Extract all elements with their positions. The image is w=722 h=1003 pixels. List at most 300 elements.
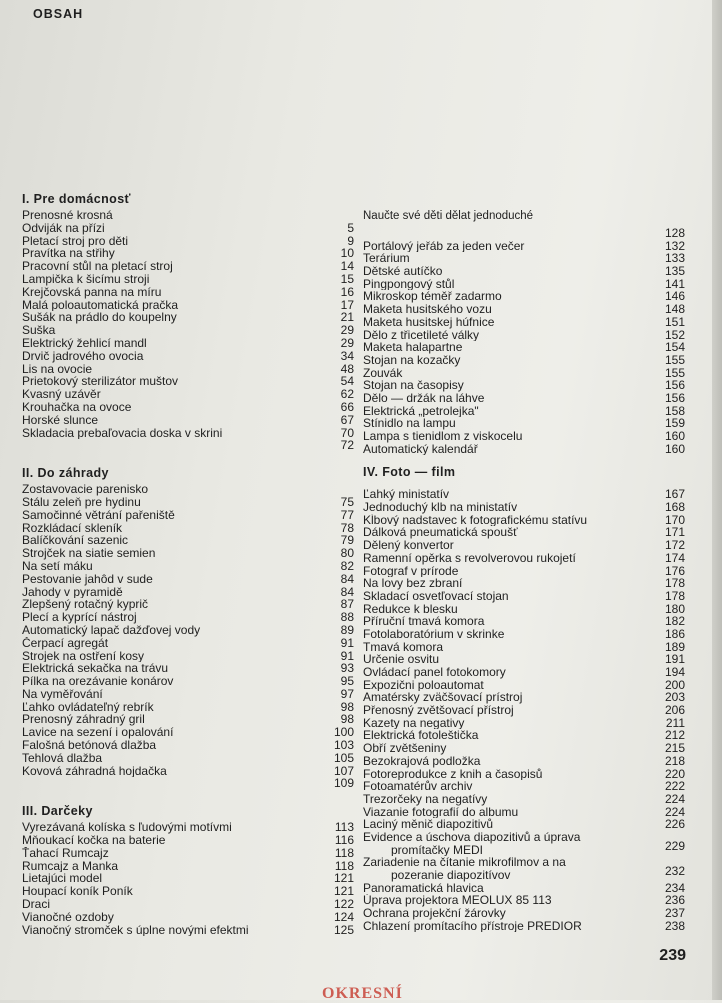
toc-entry — [22, 924, 354, 937]
entry-page-number: 167 — [664, 487, 685, 502]
entry-title — [22, 209, 354, 222]
toc-entry — [22, 911, 354, 924]
entry-page-number: 220 — [664, 766, 685, 781]
entry-page-number: 77 — [340, 507, 354, 522]
toc-entry — [363, 278, 685, 291]
entry-title — [363, 691, 685, 704]
toc-entry — [363, 501, 685, 514]
toc-entry — [363, 379, 685, 392]
entry-page-number: 189 — [664, 639, 685, 654]
entry-title-line: Houpací koník Poník — [22, 885, 133, 899]
toc-entry — [363, 742, 685, 755]
entry-page-number: 15 — [340, 271, 354, 286]
entry-title — [22, 821, 354, 834]
entry-page-number: 80 — [340, 546, 354, 561]
entry-title-line: Na vyměřování — [22, 687, 103, 701]
toc-entry — [22, 427, 354, 440]
entry-title-line: Pravítka na střihy — [22, 247, 115, 261]
entry-title — [22, 637, 354, 650]
entry-page-number: 238 — [664, 918, 685, 933]
entry-title-line: Lavice na sezení i opalování — [22, 726, 174, 740]
entry-title — [22, 299, 354, 312]
entry-page-number: 75 — [340, 494, 354, 509]
entry-title-line: Ovládací panel fotokomory — [363, 666, 506, 679]
entry-page-number: 17 — [340, 297, 354, 312]
entry-title-line: Bezokrajová podložka — [363, 754, 481, 768]
entry-title — [363, 354, 685, 367]
entry-page-number: 222 — [664, 779, 685, 794]
entry-title-line: Jednoduchý klb na ministatív — [363, 501, 518, 514]
section-title: II. Do záhrady — [22, 466, 109, 481]
toc-entry — [22, 414, 354, 427]
entry-page-number: 121 — [333, 884, 354, 899]
entry-title-line: Lampa s tienidlom z viskocelu — [363, 430, 523, 443]
entry-title — [22, 713, 354, 726]
toc-entry — [22, 586, 354, 599]
entry-page-number: 14 — [340, 259, 354, 274]
entry-title — [22, 675, 354, 688]
entry-title — [363, 818, 685, 831]
entry-page-number: 224 — [664, 804, 685, 819]
entry-title-line: Fotoreprodukce z knih a časopisů — [363, 767, 543, 781]
entry-title — [22, 324, 354, 337]
page-header: OBSAH — [33, 7, 84, 21]
entry-page-number: 229 — [664, 838, 685, 853]
entry-title — [22, 624, 354, 637]
entry-page-number: 178 — [664, 576, 685, 591]
entry-title — [363, 565, 685, 578]
entry-title — [363, 755, 685, 768]
entry-title — [22, 847, 354, 860]
entry-title-line: Stojan na kozačky — [363, 353, 461, 367]
entry-title-line: Amatérsky zväčšovací prístroj — [363, 691, 523, 705]
toc-entry — [22, 311, 354, 324]
toc-entry — [363, 793, 685, 806]
entry-page-number: 226 — [664, 817, 685, 832]
entry-page-number: 211 — [665, 715, 685, 730]
entry-title — [363, 856, 613, 881]
entry-title-line: Dělený konvertor — [363, 539, 454, 552]
toc-entry — [363, 565, 685, 578]
toc-entry — [363, 691, 685, 704]
entry-page-number: 206 — [664, 703, 685, 718]
entry-title-line: Sušák na prádlo do koupelny — [22, 311, 177, 325]
entry-title — [363, 329, 685, 342]
entry-page-number: 98 — [340, 699, 354, 714]
entry-title-line: Laciný měnič diapozitivů — [363, 818, 494, 831]
entry-title-line: Malá poloautomatická pračka — [22, 298, 179, 312]
entry-title — [22, 483, 354, 496]
entry-page-number: 62 — [340, 387, 354, 402]
entry-title — [363, 679, 685, 692]
entry-page-number: 105 — [333, 750, 354, 765]
entry-page-number: 66 — [340, 399, 354, 414]
entry-title-line: Strojek na ostření kosy — [22, 649, 145, 663]
entry-title — [22, 534, 354, 547]
entry-title-line: Stínidlo na lampu — [363, 417, 456, 431]
entry-title — [22, 560, 354, 573]
toc-entry — [363, 514, 685, 527]
entry-title — [363, 628, 685, 641]
library-stamp: OKRESNÍ — [322, 985, 403, 1002]
entry-title-line: Mňoukací kočka na baterie — [22, 834, 166, 847]
entry-title-line: Příruční tmavá komora — [363, 615, 485, 628]
entry-title — [22, 598, 354, 611]
entry-title-line: Na lovy bez zbraní — [363, 577, 463, 590]
toc-entry — [363, 590, 685, 603]
entry-title-line: Evidence a úschova diapozitivů a úprava — [363, 830, 581, 844]
entry-title-line: Panoramatická hlavica — [363, 881, 484, 895]
toc-entry — [22, 388, 354, 401]
entry-page-number: 159 — [664, 416, 685, 431]
entry-page-number: 122 — [333, 897, 354, 912]
entry-title — [363, 392, 685, 405]
section-title: III. Darčeky — [22, 804, 93, 819]
toc-entry — [22, 821, 354, 834]
entry-title — [363, 793, 685, 806]
entry-title — [363, 252, 685, 265]
toc-right-column — [363, 205, 685, 932]
toc-entry — [22, 299, 354, 312]
entry-title-line: Obří zvětšeniny — [363, 742, 447, 755]
entry-title-line: Na setí máku — [22, 559, 93, 573]
toc-entry — [363, 303, 685, 316]
entry-title — [22, 885, 354, 898]
entry-title — [22, 273, 354, 286]
entry-title — [22, 522, 354, 535]
toc-entry — [22, 286, 354, 299]
entry-page-number: 125 — [333, 922, 354, 937]
entry-page-number: 132 — [664, 238, 685, 253]
entry-page-number: 212 — [664, 728, 685, 743]
entry-title — [22, 286, 354, 299]
entry-title — [363, 417, 685, 430]
toc-entry — [22, 777, 354, 790]
toc-section-1 — [22, 190, 354, 452]
entry-page-number: 200 — [664, 677, 685, 692]
toc-entry — [363, 316, 685, 329]
entry-title — [363, 615, 685, 628]
entry-title-line: Kĺbový nadstavec k fotografickému statívu — [363, 513, 588, 527]
entry-page-number: 168 — [664, 500, 685, 515]
toc-entry — [22, 337, 354, 350]
entry-page-number: 89 — [340, 622, 354, 637]
entry-title-line: Zariadenie na čítanie mikrofilmov a na — [363, 856, 566, 870]
entry-page-number: 87 — [340, 597, 354, 612]
entry-page-number: 156 — [664, 390, 685, 405]
entry-title-line: Vianočný stromček s úplne novými efektmi — [22, 923, 249, 937]
entry-title — [363, 265, 685, 278]
entry-page-number: 141 — [664, 276, 685, 291]
entry-title-line: Kvasný uzávěr — [22, 388, 101, 401]
entry-title-line: Vyrezávaná kolíska s ľudovými motívmi — [22, 821, 232, 835]
entry-title — [363, 806, 685, 819]
section-intro: Naučte své děti dělat jednoduché — [363, 210, 534, 222]
entry-page-number: 133 — [664, 251, 685, 266]
entry-page-number: 172 — [664, 538, 685, 553]
toc-entry — [22, 598, 354, 611]
entry-title-line: Balíčkování sazenic — [22, 534, 129, 548]
entry-title-line: Úprava projektora MEOLUX 85 113 — [363, 894, 552, 908]
toc-entry — [22, 637, 354, 650]
toc-entry — [363, 679, 685, 692]
entry-title — [22, 752, 354, 765]
entry-page-number: 98 — [340, 712, 354, 727]
entry-title — [22, 509, 354, 522]
entry-page-number: 10 — [340, 246, 354, 261]
entry-title-line: Určenie osvitu — [363, 653, 440, 667]
entry-page-number: 5 — [347, 220, 354, 235]
entry-title-line: Maketa husitskej húfnice — [363, 315, 495, 329]
entry-title — [22, 650, 354, 663]
entry-page-number: 160 — [664, 441, 685, 456]
toc-entry — [363, 603, 685, 616]
toc-entry — [22, 611, 354, 624]
toc-entry — [22, 522, 354, 535]
entry-page-number: 135 — [664, 264, 685, 279]
toc-entry — [363, 780, 685, 793]
entry-page-number: 237 — [664, 906, 685, 921]
entry-title — [363, 240, 685, 253]
entry-title — [363, 907, 685, 920]
entry-title — [363, 780, 685, 793]
entry-title — [363, 742, 685, 755]
entry-page-number: 160 — [664, 429, 685, 443]
entry-page-number: 154 — [664, 340, 685, 355]
entry-title — [363, 367, 685, 380]
entry-page-number: 29 — [340, 323, 354, 338]
entry-title — [363, 577, 685, 590]
entry-title-line: Lietajúci model — [22, 872, 103, 886]
entry-title-line: Tmavá komora — [363, 640, 444, 654]
toc-entry — [363, 329, 685, 342]
toc-entry — [22, 401, 354, 414]
entry-title-line: Elektrická „petrolejka" — [363, 404, 479, 418]
toc-entry — [363, 717, 685, 730]
entry-title — [363, 526, 685, 539]
entry-title — [363, 894, 685, 907]
page-edge — [712, 0, 722, 1000]
entry-title — [363, 316, 685, 329]
entry-title — [22, 401, 354, 414]
entry-title-line: Ľahko ovládateľný rebrík — [22, 700, 154, 714]
entry-title — [363, 501, 685, 514]
toc-entry — [363, 443, 685, 456]
entry-title — [363, 704, 685, 717]
entry-page-number: 124 — [333, 909, 354, 924]
toc-entry — [22, 872, 354, 885]
entry-title-line: Fotoamatérův archiv — [363, 780, 473, 793]
entry-title-line: Horské slunce — [22, 413, 99, 427]
toc-entry — [22, 834, 354, 847]
entry-title — [22, 350, 354, 363]
entry-title — [363, 729, 685, 742]
entry-title — [22, 222, 354, 235]
toc-entry — [363, 653, 685, 666]
entry-title-line: Skladací osvetľovací stojan — [363, 589, 509, 603]
toc-entry — [363, 577, 685, 590]
entry-title-line: Tehlová dlažba — [22, 751, 103, 765]
entry-title-line: Trezorčeky na negatívy — [363, 792, 488, 806]
entry-title-line: Elektrický žehlicí mandl — [22, 336, 147, 350]
entry-page-number: 79 — [340, 533, 354, 548]
toc-entry — [22, 765, 354, 778]
toc-entry — [363, 252, 685, 265]
entry-title-line: Ťahací Rumcajz — [22, 846, 109, 860]
entry-title-line: Jahody v pyramidě — [22, 585, 123, 599]
toc-entry — [363, 526, 685, 539]
toc-entry — [363, 641, 685, 654]
entry-title — [22, 739, 354, 752]
entry-title-line: Dětské autíčko — [363, 265, 443, 278]
entry-title-line: Draci — [22, 898, 51, 911]
entry-title-line: promítačky MEDI — [391, 842, 484, 857]
entry-page-number: 121 — [333, 871, 354, 886]
entry-title — [22, 547, 354, 560]
entry-title — [22, 414, 354, 427]
toc-entry — [22, 713, 354, 726]
toc-left-column — [22, 190, 354, 936]
toc-entry — [22, 496, 354, 509]
toc-section-3 — [22, 802, 354, 936]
toc-entry — [22, 885, 354, 898]
entry-page-number: 180 — [664, 601, 685, 616]
entry-title-line: Přenosný zvětšovací přístroj — [363, 704, 514, 717]
entry-title-line: Terárium — [363, 252, 410, 266]
entry-page-number: 128 — [664, 226, 685, 240]
entry-page-number: 170 — [664, 512, 685, 527]
toc-entry — [363, 290, 685, 303]
entry-title — [22, 898, 354, 911]
toc-entry — [22, 235, 354, 248]
entry-title — [22, 260, 354, 273]
entry-title-line: Samočinné větrání pařeniště — [22, 508, 175, 522]
entry-title-line: Pingpongový stůl — [363, 277, 455, 291]
toc-entry — [363, 882, 685, 895]
entry-title-line: Rumcajz a Manka — [22, 859, 119, 873]
entry-title — [363, 430, 685, 443]
entry-title — [363, 488, 685, 501]
toc-entry — [22, 701, 354, 714]
toc-entry — [363, 367, 685, 380]
entry-page-number: 234 — [664, 880, 685, 895]
entry-title-line: Drvič jadrového ovocia — [22, 349, 144, 363]
entry-title-line: Mikroskop téměř zadarmo — [363, 290, 502, 304]
toc-entry — [363, 539, 685, 552]
entry-title — [363, 539, 685, 552]
entry-title-line: Ľahký ministatív — [363, 488, 450, 502]
entry-title — [363, 405, 685, 418]
toc-entry — [22, 752, 354, 765]
entry-title-line: Dělo z třicetileté války — [363, 328, 480, 342]
entry-page-number: 100 — [333, 725, 354, 740]
entry-title-line: Vianočné ozdoby — [22, 910, 114, 924]
toc-entry — [22, 860, 354, 873]
entry-title-line: Rozkládací skleník — [22, 521, 123, 535]
entry-page-number: 16 — [340, 284, 354, 299]
entry-title-line: Dělo — držák na láhve — [363, 391, 485, 405]
entry-title-line: Elektrická sekačka na trávu — [22, 662, 169, 676]
entry-title-line: Dálková pneumatická spoušť — [363, 526, 518, 540]
toc-entry — [363, 227, 685, 240]
entry-page-number: 152 — [664, 327, 685, 342]
entry-title-line: Viazanie fotografií do albumu — [363, 805, 519, 819]
entry-page-number: 84 — [340, 571, 354, 586]
entry-title-line: Stojan na časopisy — [363, 379, 464, 392]
entry-title — [363, 666, 685, 679]
entry-page-number: 97 — [340, 686, 354, 701]
entry-title-line: Prenosné krosná — [22, 209, 113, 222]
entry-title-line: Ochrana projekční žárovky — [363, 907, 506, 920]
toc-entry — [22, 650, 354, 663]
entry-title — [22, 611, 354, 624]
entry-title — [22, 911, 354, 924]
section-title: I. Pre domácnosť — [22, 192, 131, 206]
entry-page-number: 146 — [664, 289, 685, 304]
toc-entry — [363, 628, 685, 641]
entry-title-line: Fotolaboratórium v skrinke — [363, 627, 505, 641]
toc-entry — [363, 894, 685, 907]
toc-entry — [22, 675, 354, 688]
entry-title — [363, 641, 685, 654]
entry-title — [22, 247, 354, 260]
entry-title-line: Prietokový sterilizátor muštov — [22, 375, 179, 389]
entry-title — [363, 653, 685, 666]
entry-page-number: 72 — [340, 438, 354, 453]
toc-entry — [22, 898, 354, 911]
toc-entry — [22, 350, 354, 363]
entry-page-number: 48 — [340, 361, 354, 376]
toc-entry — [22, 726, 354, 739]
toc-entry — [22, 439, 354, 452]
toc-entry — [363, 755, 685, 768]
entry-page-number: 116 — [334, 833, 354, 848]
toc-entry — [363, 768, 685, 781]
entry-title-line: Pletací stroj pro děti — [22, 234, 129, 248]
entry-title — [363, 920, 685, 933]
entry-page-number: 109 — [333, 776, 354, 791]
entry-title-line: Pracovní stůl na pletací stroj — [22, 260, 173, 273]
page-number: 239 — [659, 947, 686, 964]
entry-title — [363, 278, 685, 291]
toc-entry — [22, 363, 354, 376]
toc-entry — [363, 405, 685, 418]
entry-page-number: 236 — [664, 893, 685, 908]
entry-page-number: 218 — [664, 753, 685, 768]
entry-title — [363, 882, 685, 895]
entry-title-line: Stálu zeleň pre hydinu — [22, 495, 141, 509]
entry-title — [363, 768, 685, 781]
entry-page-number: 67 — [340, 412, 354, 427]
entry-title — [363, 341, 685, 354]
entry-title-line: Pestovanie jahôd v sude — [22, 572, 153, 586]
entry-page-number: 113 — [334, 820, 354, 835]
entry-title-line: Falošná betónová dlažba — [22, 739, 157, 752]
entry-page-number: 156 — [664, 378, 685, 393]
entry-page-number: 155 — [664, 365, 685, 380]
entry-title — [22, 765, 354, 778]
entry-title — [22, 363, 354, 376]
entry-page-number: 182 — [664, 614, 685, 629]
toc-entry — [363, 920, 685, 933]
toc-entry — [22, 534, 354, 547]
entry-title-line: Maketa husitského vozu — [363, 303, 492, 316]
entry-title-line: Prenosný záhradný gril — [22, 713, 145, 727]
entry-title — [363, 443, 685, 456]
toc-entry — [22, 260, 354, 273]
entry-title — [363, 514, 685, 527]
toc-entry — [363, 666, 685, 679]
